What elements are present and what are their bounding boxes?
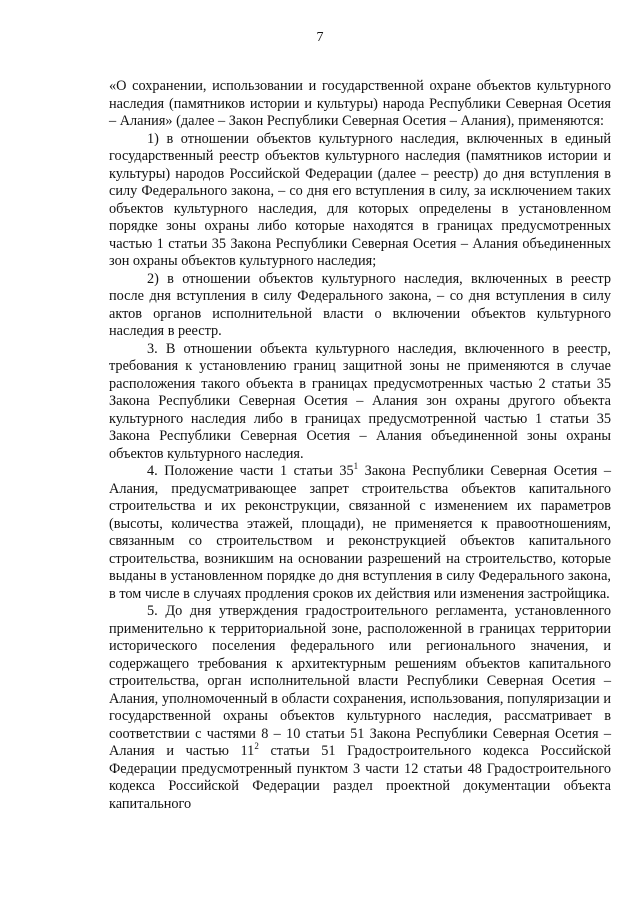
paragraph-4-text-start: 4. Положение части 1 статьи 35 <box>147 463 354 479</box>
paragraph-item-2: 2) в отношении объектов культурного наследия, включенных в реестр после дня вступления в силу Федерального закона, – со дня вступления в силу актов органов исполнительной власти о включении объектов культурного наследия в реестр. <box>109 270 611 339</box>
paragraph-5-superscript: 2 <box>254 741 259 752</box>
document-body <box>109 78 611 813</box>
paragraph-3: 3. В отношении объекта культурного наследия, включенного в реестр, требования к установлению границ защитной зоны не применяются в случае расположения такого объекта в границах предусмотренных частью 2 статьи 35 Закона Республики Северная Осетия – Алания зон охраны другого объекта культурного наследия либо в границах предусмотренной частью 1 статьи 35 Закона Республики Северная Осетия – Алания объединенной зоны охраны объектов культурного наследия. <box>109 340 611 462</box>
paragraph-5 <box>109 603 611 813</box>
paragraph-4-text-end: Закона Республики Северная Осетия – Алания, предусматривающее запрет строительства объектов капитального строительства и их реконструкции, связанной с изменением их параметров (высоты, количества этажей, площади), не применяется к правоотношениям, связанным со строительством и реконструкцией объектов капитального строительства, возникшим на основании разрешений на строительство, которые выданы в установленном порядке до дня вступления в силу Федерального закона, в том числе в случаях продления сроков их действия или изменения застройщика. <box>109 463 611 602</box>
paragraph-5-text-start: 5. До дня утверждения градостроительного регламента, установленного применительно к территориальной зоне, расположенной в границах территории исторического поселения федерального или регионального значения, и содержащего требования к архитектурным решениям объектов капитального строительства, орган исполнительной власти Республики Северная Осетия – Алания, уполномоченный в области сохранения, использования, популяризации и государственной охраны объектов культурного наследия, рассматривает в соответствии с частями 8 – 10 статьи 51 Закона Республики Северная Осетия – Алания и частью 11 <box>109 603 611 759</box>
page-number: 7 <box>316 30 324 45</box>
paragraph-4 <box>109 463 611 603</box>
paragraph-5-text-end: статьи 51 Градостроительного кодекса Российской Федерации предусмотренный пунктом 3 части 12 статьи 48 Градостроительного кодекса Российской Федерации раздел проектной документации объекта капитального <box>109 743 611 812</box>
paragraph-4-superscript: 1 <box>353 461 359 472</box>
paragraph-item-1: 1) в отношении объектов культурного наследия, включенных в единый государственный реестр объектов культурного наследия (памятников истории и культуры) народов Российской Федерации (далее – реестр) до дня вступления в силу Федерального закона, – со дня его вступления в силу, за исключением таких объектов культурного наследия, для которых определены в установленном порядке зоны охраны либо которые находятся в границах предусмотренных частью 1 статьи 35 Закона Республики Северная Осетия – Алания объединенных зон охраны объектов культурного наследия; <box>109 130 611 269</box>
paragraph-continuation: «О сохранении, использовании и государственной охране объектов культурного наследия (памятников истории и культуры) народа Республики Северная Осетия – Алания» (далее – Закон Республики Северная Осетия – Алания), применяются: <box>109 78 611 129</box>
